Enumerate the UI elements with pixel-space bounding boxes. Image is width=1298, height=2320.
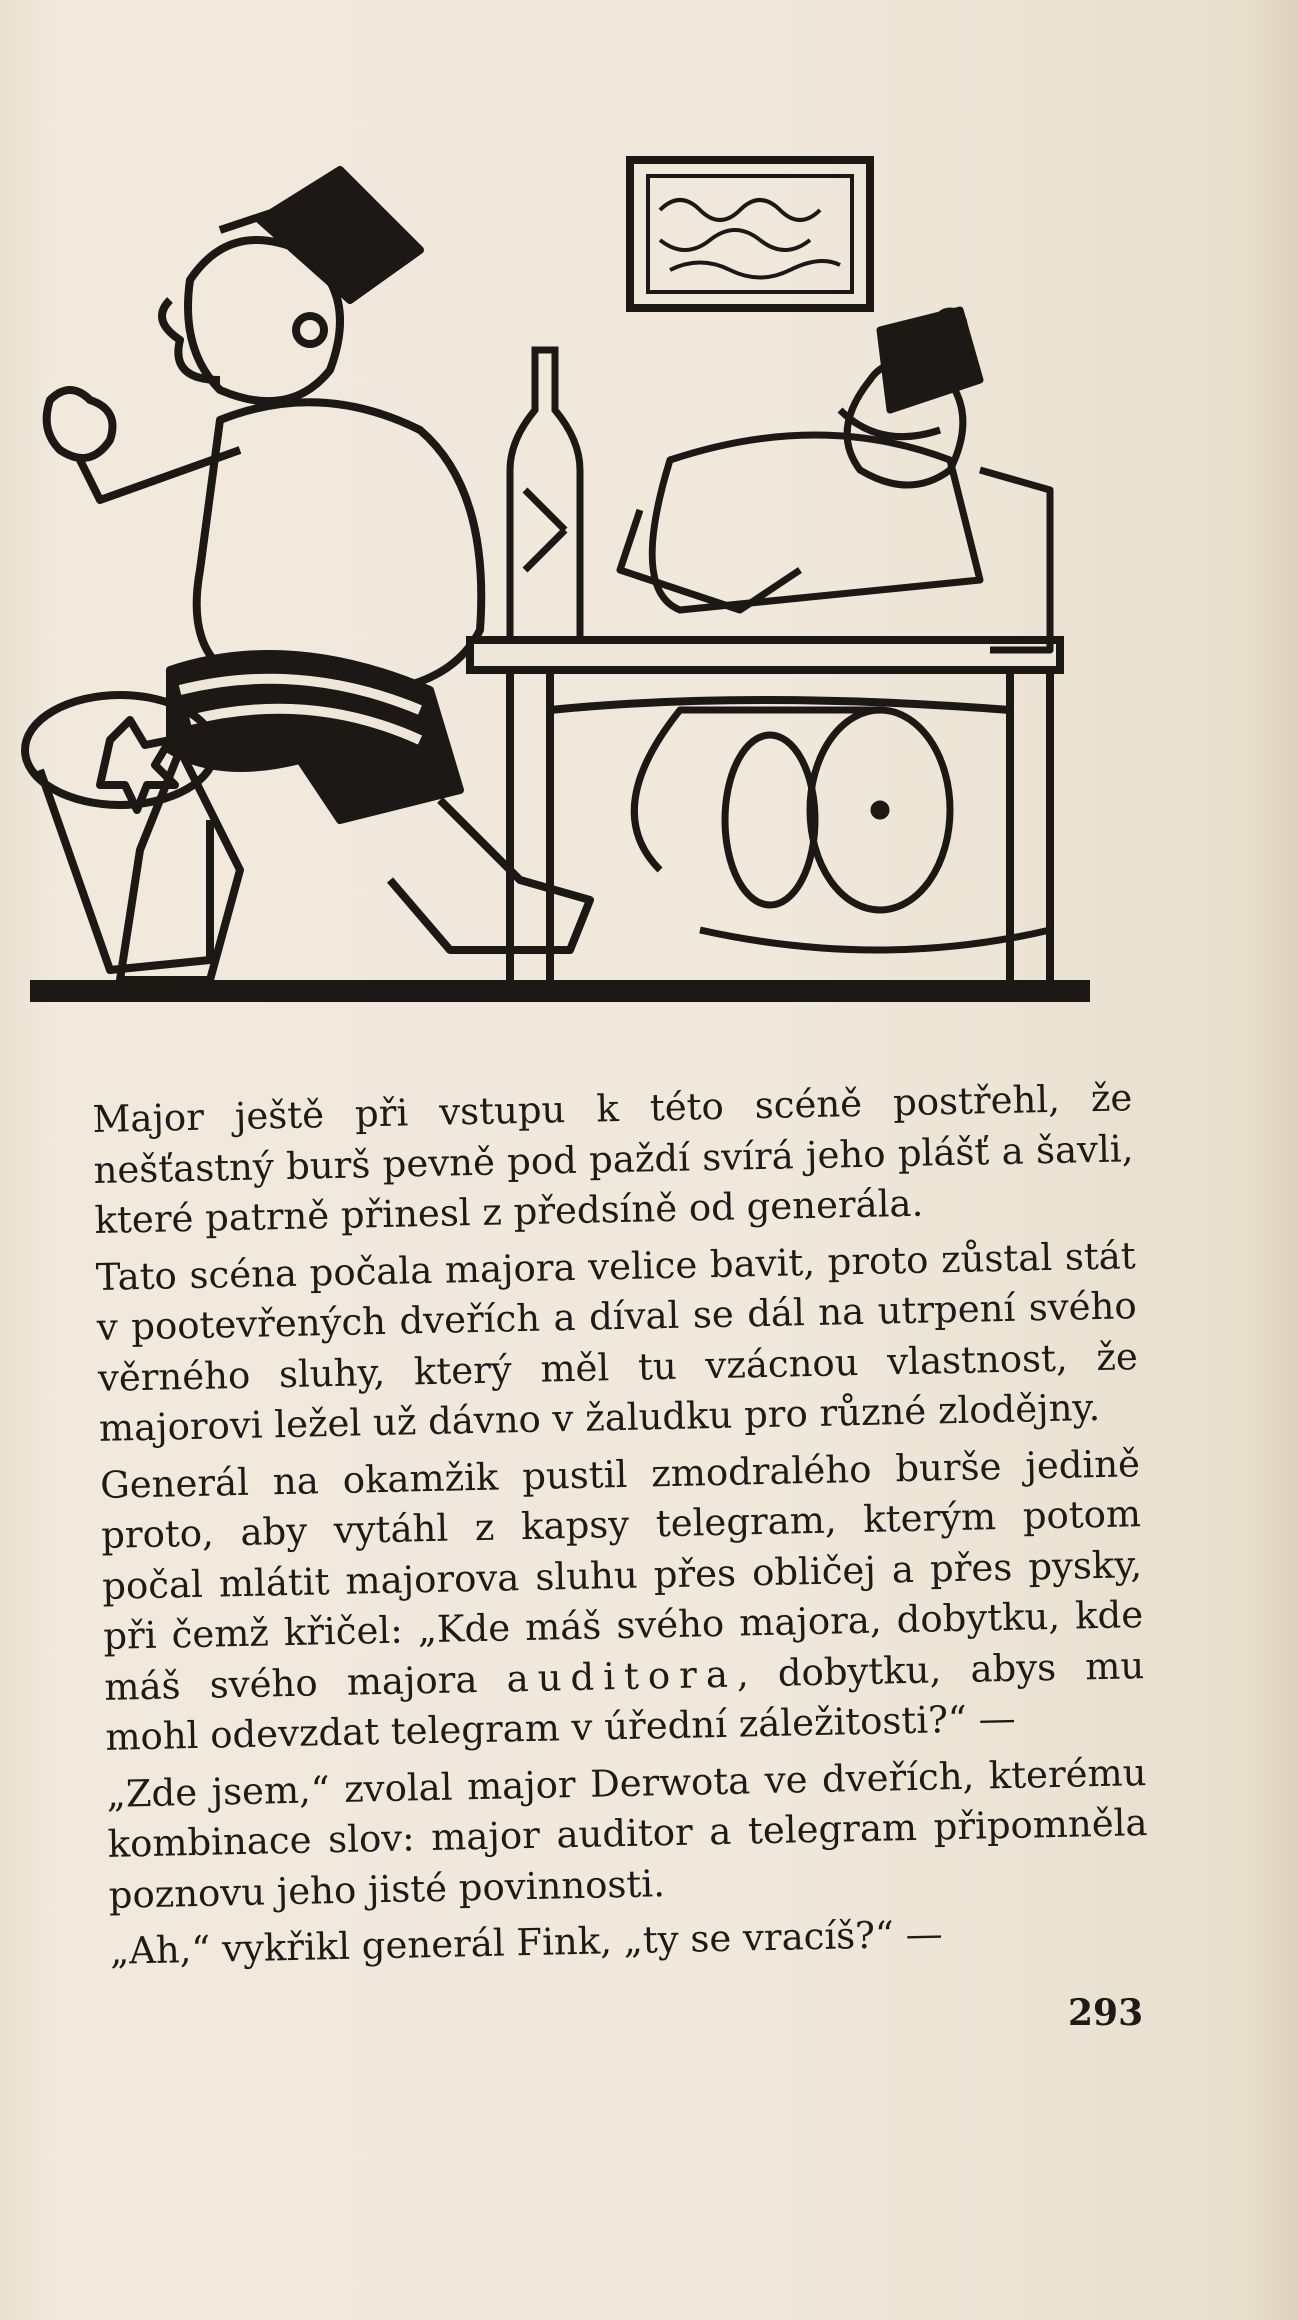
paragraph-5: „Ah,“ vykřikl generál Fink, „ty se vracíš?“ — <box>109 1912 944 1973</box>
bottle <box>510 350 580 640</box>
paragraph-1: Major ještě při vstupu k této scéně postřehl, že nešťastný burš pevně pod paždí svírá jeho plášť a šavli, které patrně přinesl z předsíně od generála. <box>92 1076 1134 1242</box>
paragraph-3 <box>100 1439 1146 1764</box>
page-number: 293 <box>1068 1992 1144 2034</box>
wall-picture <box>630 160 870 308</box>
cartoon-illustration <box>20 150 1100 1030</box>
table <box>470 640 1060 980</box>
paragraph-3-after: , dobytku, abys mu mohl odevzdat telegram v úřední záležitosti?“ — <box>105 1643 1145 1759</box>
paragraph-4: „Zde jsem,“ zvolal major Derwota ve dveřích, kterému kombinace slov: major auditor a telegram připomněla poznovu jeho jisté povinnosti. <box>106 1750 1148 1917</box>
general-figure <box>25 170 590 980</box>
paragraph-2: Tato scéna počala majora velice bavit, proto zůstal stát v pootevřených dveřích a díval se dál na utrpení svého věrného sluhy, který měl tu vzácnou vlastnost, že majorovi ležel už dávno v žaludku pro různé zlodějny. <box>95 1233 1139 1450</box>
soldier-figure <box>620 310 1050 950</box>
spaced-word-auditora: auditora <box>506 1652 738 1700</box>
paragraph-3-before: Generál na okamžik pustil zmodralého burše jedině proto, aby vytáhl z kapsy telegram, kterým potom počal mlátit majorova sluhu přes obličej a přes pysky, při čemž křičel: „Kde máš svého majora, dobytku, kde máš svého majora <box>99 1441 1144 1709</box>
body-text <box>92 1073 1150 1977</box>
